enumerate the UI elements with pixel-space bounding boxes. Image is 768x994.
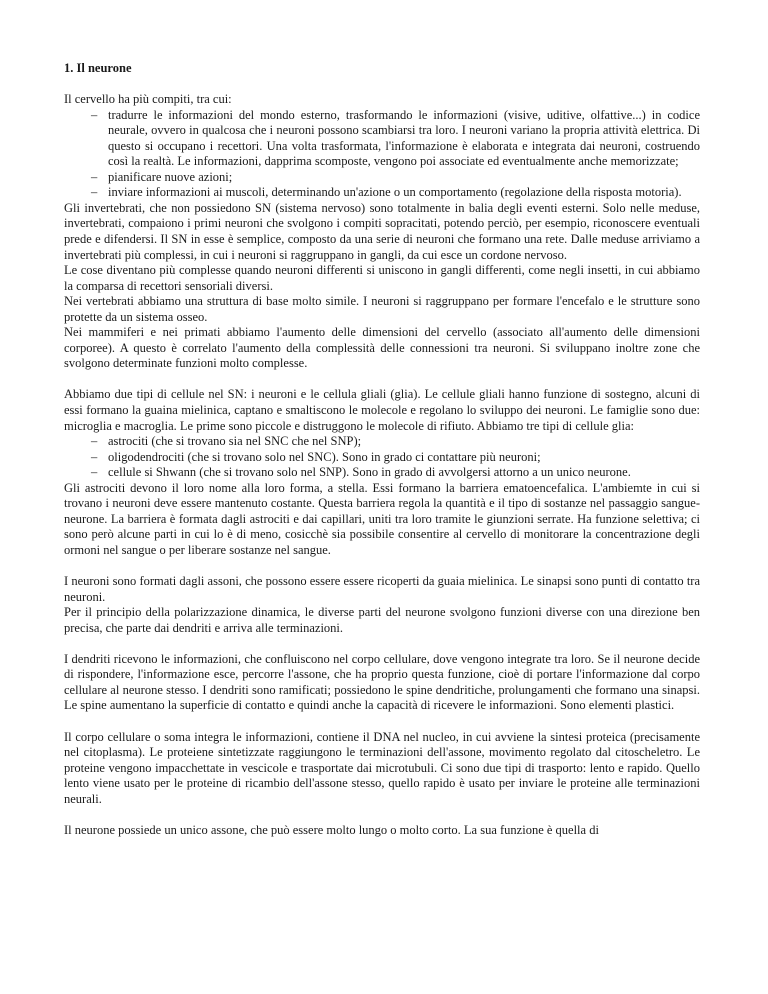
paragraph-mammals-primates: Nei mammiferi e nei primati abbiamo l'aumento delle dimensioni del cervello (associato all'aumento delle dimensioni corporee). A questo è correlato l'aumento della complessità delle connessioni tra neuroni. Si sviluppano inoltre zone che svolgono determinate funzioni molto complesse. <box>64 325 700 371</box>
brain-tasks-list <box>64 108 700 201</box>
glia-types-list <box>64 434 700 481</box>
paragraph-ganglia-insects: Le cose diventano più complesse quando neuroni differenti si uniscono in gangli differenti, come negli insetti, in cui abbiamo la comparsa di recettori sensoriali diversi. <box>64 263 700 293</box>
paragraph-brain-tasks-intro: Il cervello ha più compiti, tra cui: <box>64 92 232 107</box>
paragraph-invertebrates: Gli invertebrati, che non possiedono SN (sistema nervoso) sono totalmente in balia degli eventi esterni. Solo nelle meduse, invertebrati, compaiono i primi neuroni che svolgono i compiti sopracitati, potendo perciò, per esempio, riconoscere eventuali prede e difendersi. Il SN in esse è semplice, composto da una serie di neuroni che formano una rete. Dalle meduse arriviamo a invertebrati più complessi, in cui i neuroni si raggruppano in gangli, da cui esce un cordone nervoso. <box>64 200 700 262</box>
paragraph-axon: Il neurone possiede un unico assone, che può essere molto lungo o molto corto. La sua funzione è quella di <box>64 822 599 837</box>
paragraph-glial-cells: Abbiamo due tipi di cellule nel SN: i neuroni e le cellula gliali (glia). Le cellule gliali hanno funzione di sostegno, alcuni di essi formano la guaina mielinica, captano e smaltiscono le molecole e regolano lo sviluppo dei neuroni. Le famiglie sono due: microglia e macroglia. Le prime sono piccole e distruggono le molecole di rifiuto. Abbiamo tre tipi di cellule glia: <box>64 387 700 433</box>
list-item: – oligodendrociti (che si trovano solo nel SNC). Sono in grado ci contattare più neuroni; <box>108 450 700 466</box>
paragraph-soma: Il corpo cellulare o soma integra le informazioni, contiene il DNA nel nucleo, in cui avviene la sintesi proteica (precisamente nel citoplasma). Le proteiene sintetizzate raggiungono le terminazioni dell'assone, movimento regolato dal citoscheletro. Le proteine vengono impacchettate in vescicole e trasportate dai microtubuli. Ci sono due tipi di trasporto: lento e rapido. Quello lento viene usato per le proteine di ricambio dell'assone stesso, quello rapido è usato per inviare le proteine alle terminazioni neurali. <box>64 729 700 806</box>
list-item: – cellule si Shwann (che si trovano solo nel SNP). Sono in grado di avvolgersi attorno a un unico neurone. <box>108 465 700 481</box>
paragraph-dynamic-polarization: Per il principio della polarizzazione dinamica, le diverse parti del neurone svolgono funzioni diverse con una direzione ben precisa, che parte dai dendriti e arriva alle terminazioni. <box>64 605 700 635</box>
list-item: – pianificare nuove azioni; <box>108 170 700 186</box>
paragraph-astrocytes-barrier: Gli astrociti devono il loro nome alla loro forma, a stella. Essi formano la barriera ematoencefalica. L'ambiemte in cui si trovano i neuroni deve essere mantenuto costante. Questa barriera regola la quantità e il tipo di sostanze nel passaggio sangue-neurone. La barriera è formata dagli astrociti e dai capillari, uniti tra loro tramite le giunzioni serrate. Ha funzione selettiva; ci sono però alcune parti in cui lo è di meno, cosicchè sia possibile consentire al cervello di monitorare la concentrazione degli ormoni nel sangue o per liberare sostanze nel sangue. <box>64 480 700 557</box>
paragraph-dendrites: I dendriti ricevono le informazioni, che confluiscono nel corpo cellulare, dove vengono integrate tra loro. Se il neurone decide di rispondere, l'informazione esce, percorre l'assone, che ha proprio questa funzione, cioè di portare l'informazione dal corpo cellulare al neurone stesso. I dendriti sono ramificati; possiedono le spine dendritiche, prolungamenti che formano una sinapsi. Le spine aumentano la superficie di contatto e quindi anche la capacità di ricevere le informazioni. Sono elementi plastici. <box>64 651 700 713</box>
list-item: – tradurre le informazioni del mondo esterno, trasformando le informazioni (visive, uditive, olfattive...) in codice neurale, ovvero in qualcosa che i neuroni possono scambiarsi tra loro. I neuroni variano la propria attività elettrica. Di questo si occupano i recettori. Una volta trasformata, l'informazione è elaborata e integrata dai neuroni, costruendo così la realtà. Le informazioni, dapprima scomposte, vengono poi associate ed eventualmente anche memorizzate; <box>108 108 700 170</box>
document-title: 1. Il neurone <box>64 61 132 75</box>
list-item: – inviare informazioni ai muscoli, determinando un'azione o un comportamento (regolazione della risposta motoria). <box>108 185 700 201</box>
paragraph-vertebrates: Nei vertebrati abbiamo una struttura di base molto simile. I neuroni si raggruppano per formare l'encefalo e le strutture sono protette da un sistema osseo. <box>64 294 700 324</box>
list-item: – astrociti (che si trovano sia nel SNC che nel SNP); <box>108 434 700 450</box>
document-content <box>64 61 700 838</box>
paragraph-axons-synapses: I neuroni sono formati dagli assoni, che possono essere essere ricoperti da guaia mielinica. Le sinapsi sono punti di contatto tra neuroni. <box>64 574 700 604</box>
